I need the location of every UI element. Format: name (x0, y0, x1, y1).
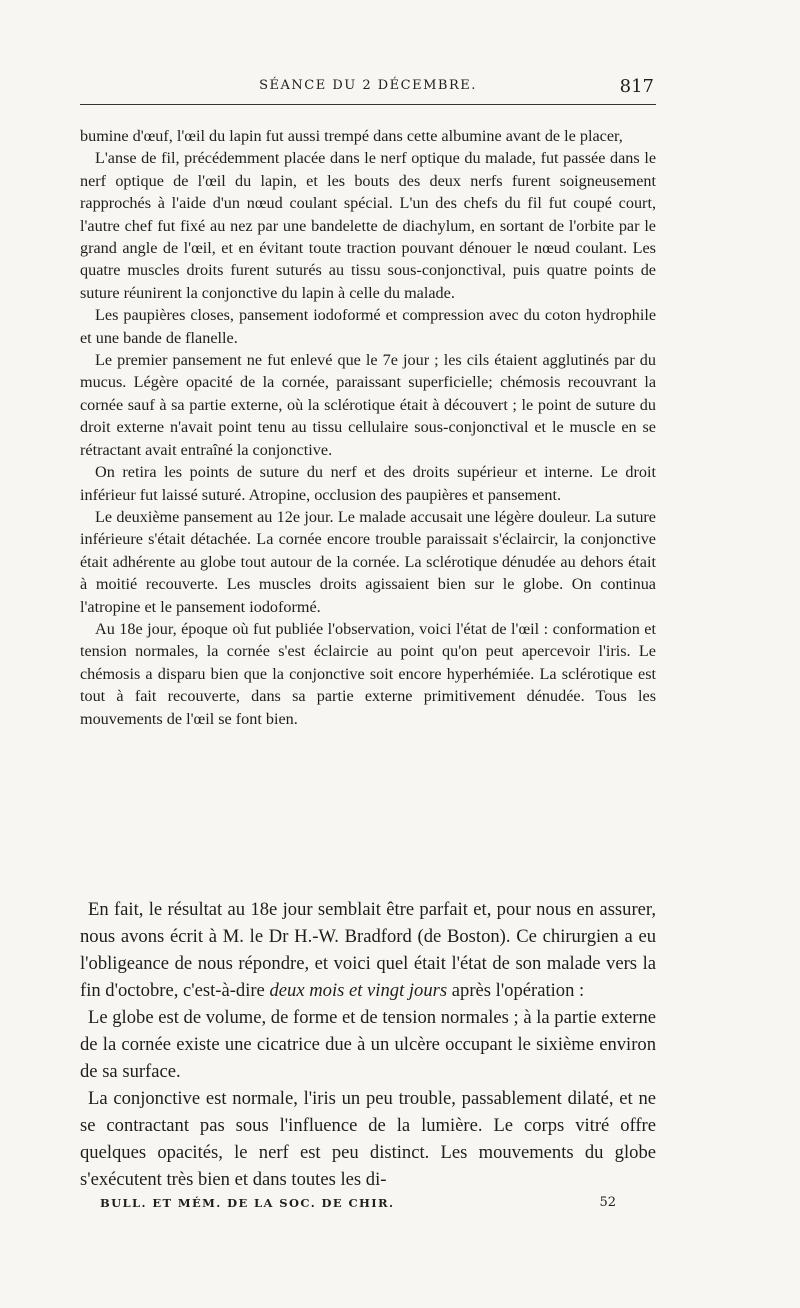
page-header (80, 78, 656, 105)
text-run: En fait, le résultat au 18e jour semblait être parfait et, pour nous en assurer, nous avons écrit à M. le Dr H.-W. Bradford (de Boston). Ce chirurgien a eu l'obligeance de nous répondre, et voici quel était l'état de son malade vers la fin d'octobre, c'est-à-dire (80, 899, 656, 1001)
main-text (80, 896, 656, 1193)
paragraph: bumine d'œuf, l'œil du lapin fut aussi trempé dans cette albumine avant de le placer, (80, 127, 623, 145)
paragraph: Le deuxième pansement au 12e jour. Le malade accusait une légère douleur. La suture inférieure s'était détachée. La cornée encore trouble paraissait s'éclaircir, la conjonctive était adhérente au globe tout autour de la cornée. La sclérotique dénudée au dehors était à moitié recouverte. Les muscles droits agissaient bien sur le globe. On continua l'atropine et le pansement iodoformé. (80, 507, 656, 616)
paragraph: Les paupières closes, pansement iodoformé et compression avec du coton hydrophile et une bande de flanelle. (80, 306, 656, 347)
paragraph: La conjonctive est normale, l'iris un peu trouble, passablement dilaté, et ne se contractant pas sous l'influence de la lumière. Le corps vitré offre quelques opacités, le nerf est peu distinct. Les mouvements du globe s'exécutent très bien et dans toutes les di- (80, 1088, 656, 1190)
journal-name: BULL. ET MÉM. DE LA SOC. DE CHIR. (100, 1196, 395, 1210)
paragraph: On retira les points de suture du nerf et des droits supérieur et interne. Le droit inférieur fut laissé suturé. Atropine, occlusion des paupières et pansement. (80, 463, 656, 504)
paragraph: Au 18e jour, époque où fut publiée l'observation, voici l'état de l'œil : conformation et tension normales, la cornée s'est éclaircie au point qu'on peut apercevoir l'iris. Le chémosis a disparu bien que la conjonctive soit encore hyperhémiée. La sclérotique est tout à fait recouverte, dans sa partie externe primitivement dénudée. Tous les mouvements de l'œil se font bien. (80, 619, 656, 728)
paragraph: Le premier pansement ne fut enlevé que le 7e jour ; les cils étaient agglutinés par du mucus. Légère opacité de la cornée, paraissant superficielle; chémosis recouvrant la cornée sauf à sa partie externe, où la sclérotique était à découvert ; le point de suture du droit externe n'avait point tenu au tissu cellulaire sous-conjonctival et le muscle en se rétractant avait entraîné la conjonctive. (80, 351, 656, 459)
paragraph: Le globe est de volume, de forme et de tension normales ; à la partie externe de la cornée existe une cicatrice due à un ulcère occupant le sixième environ de sa surface. (80, 1007, 656, 1082)
paragraph (80, 896, 656, 1004)
running-title: SÉANCE DU 2 DÉCEMBRE. (259, 78, 477, 93)
italic-phrase: deux mois et vingt jours (269, 980, 448, 1001)
observation-text (80, 125, 656, 730)
paragraph: L'anse de fil, précédemment placée dans le nerf optique du malade, fut passée dans le nerf optique de l'œil du lapin, et les bouts des deux nerfs furent soigneusement rapprochés à l'aide d'un nœud coulant spécial. L'un des chefs du fil fut coupé court, l'autre chef fut fixé au nez par une bandelette de diachylum, en sortant de l'orbite par le grand angle de l'œil, et en évitant toute traction pouvant dénouer le nœud coulant. Les quatre muscles droits furent suturés au tissu sous-conjonctival, puis quatre points de suture réunirent la conjonctive du lapin à celle du malade. (80, 149, 656, 302)
signature-mark: 52 (599, 1195, 616, 1210)
text-run: après l'opération : (451, 980, 585, 1001)
page-number: 817 (619, 76, 654, 97)
page-footer (100, 1196, 620, 1210)
